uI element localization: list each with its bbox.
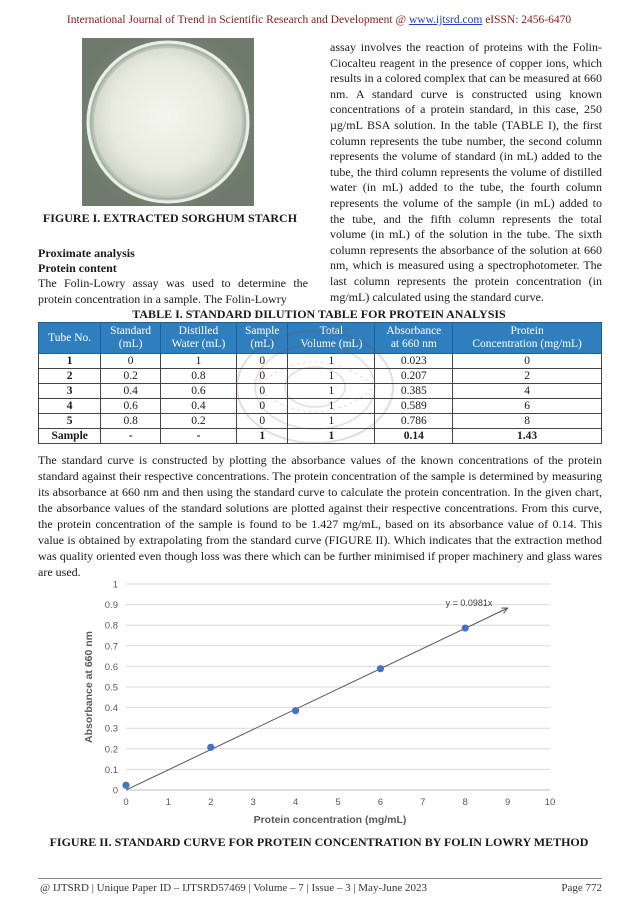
footer-paper-info: @ IJTSRD | Unique Paper ID – IJTSRD57469 | Volume – 7 | Issue – 3 | May-June 2023 <box>40 882 428 894</box>
table-row: 1 0 1 0 1 0.023 0 <box>39 354 602 369</box>
data-point <box>377 665 384 672</box>
y-tick-label: 0.5 <box>104 682 118 694</box>
y-tick-label: 1 <box>112 579 118 591</box>
chart-trendline-equation: y = 0.0981x <box>445 598 493 609</box>
footer-divider <box>38 878 602 879</box>
running-header <box>0 14 638 26</box>
col-header-sample: Sample (mL) <box>237 323 288 354</box>
y-tick-label: 0.4 <box>104 703 118 715</box>
table-row: 2 0.2 0.8 0 1 0.207 2 <box>39 369 602 384</box>
journal-name: International Journal of Trend in Scientific Research and Development @ <box>66 14 407 26</box>
x-tick-label: 3 <box>250 797 256 808</box>
x-tick-label: 7 <box>420 797 426 808</box>
journal-seal-watermark <box>230 327 400 447</box>
data-point <box>462 624 469 631</box>
x-tick-label: 1 <box>165 797 172 808</box>
figure1-caption: FIGURE I. EXTRACTED SORGHUM STARCH <box>42 211 298 225</box>
y-tick-label: 0.1 <box>104 764 118 776</box>
col-header-tube: Tube No. <box>39 323 101 354</box>
chart-y-tick-labels <box>105 580 118 797</box>
standard-curve-chart <box>80 574 570 830</box>
left-column-text: The Folin-Lowry assay was used to determine the protein concentration in a sample. The Folin-Lowry <box>38 276 308 306</box>
chart-x-tick-labels <box>123 797 555 808</box>
data-point <box>122 782 129 789</box>
col-header-absorbance: Absorbance at 660 nm <box>375 323 453 354</box>
x-tick-label: 8 <box>462 797 468 808</box>
y-tick-label: 0.9 <box>104 600 118 612</box>
y-tick-label: 0.6 <box>104 661 118 673</box>
col-header-total-volume: Total Volume (mL) <box>288 323 375 354</box>
x-tick-label: 6 <box>377 797 384 808</box>
left-column <box>38 246 308 307</box>
eissn: eISSN: 2456-6470 <box>485 14 572 26</box>
x-tick-label: 0 <box>123 797 129 808</box>
chart-y-axis-label: Absorbance at 660 nm <box>83 630 95 744</box>
table-row-sample: Sample - - 1 1 0.14 1.43 <box>39 429 602 444</box>
page-number: Page 772 <box>561 882 602 894</box>
right-column-text: assay involves the reaction of proteins with the Folin-Ciocalteu reagent in the presence of copper ions, which results in a colored complex that can be measured at 660 nm. A standard curve is constructed using known concentrations of a protein standard, in this case, 250 µg/mL BSA solution. In the table (TABLE I), the first column represents the tube number, the second column represents the volume of standard (in mL) added to the tube, the third column represents the volume of distilled water (in mL) added to the tube, the fourth column represents the volume of the sample (in mL) added to the tube, and the fifth column represents the total volume (in mL) of the solution in the tube. The sixth column represents the absorbance of the solution at 660 nm, which is measured using a spectrophotometer. The last column represents the protein concentration (in mg/mL) calculated using the standard curve. <box>330 40 602 304</box>
y-tick-label: 0.2 <box>104 744 118 756</box>
data-point <box>207 744 214 751</box>
chart-data-points <box>122 624 468 788</box>
heading-proximate-analysis: Proximate analysis <box>38 246 135 260</box>
chart-x-axis-label: Protein concentration (mg/mL) <box>253 814 407 826</box>
sorghum-starch-photo <box>82 38 254 206</box>
col-header-standard: Standard (mL) <box>101 323 161 354</box>
y-tick-label: 0.3 <box>104 723 118 735</box>
chart-trendline <box>126 608 508 790</box>
standard-curve-paragraph: The standard curve is constructed by plotting the absorbance values of the known concentrations of the protein standard against their respective concentrations. The protein concentration of the sample is determined by measuring its absorbance at 660 nm and then using the standard curve to calculate the protein concentration. In the given chart, the absorbance values of the standard solutions are plotted against their respective concentrations. From this curve, the protein concentration of the sample is found to be 1.427 mg/mL, based on its absorbance value of 0.14. This value is obtained by extrapolating from the standard curve (FIGURE II). Which indicates that the extraction method was quality oriented even though loss was there which can be further minimised if proper machinery and glass wares are used. <box>38 453 602 579</box>
figure2-caption: FIGURE II. STANDARD CURVE FOR PROTEIN CONCENTRATION BY FOLIN LOWRY METHOD <box>49 835 589 849</box>
x-tick-label: 9 <box>504 797 511 808</box>
y-tick-label: 0 <box>112 785 118 797</box>
table-row: 5 0.8 0.2 0 1 0.786 8 <box>39 414 602 429</box>
table-row: 3 0.4 0.6 0 1 0.385 4 <box>39 384 602 399</box>
x-tick-label: 5 <box>335 797 341 808</box>
col-header-protein-concentration: Protein Concentration (mg/mL) <box>453 323 602 354</box>
page-footer <box>40 882 602 894</box>
x-tick-label: 2 <box>208 797 214 808</box>
y-tick-label: 0.7 <box>104 641 118 653</box>
x-tick-label: 4 <box>292 797 299 808</box>
data-point <box>292 707 299 714</box>
journal-website-link[interactable]: www.ijtsrd.com <box>408 14 483 26</box>
table1-title: TABLE I. STANDARD DILUTION TABLE FOR PROTEIN ANALYSIS <box>132 307 506 321</box>
table-row: 4 0.6 0.4 0 1 0.589 6 <box>39 399 602 414</box>
heading-protein-content: Protein content <box>38 261 117 276</box>
col-header-distilled-water: Distilled Water (mL) <box>160 323 236 354</box>
x-tick-label: 10 <box>544 797 556 808</box>
chart-gridlines <box>126 584 550 790</box>
y-tick-label: 0.8 <box>104 620 118 632</box>
